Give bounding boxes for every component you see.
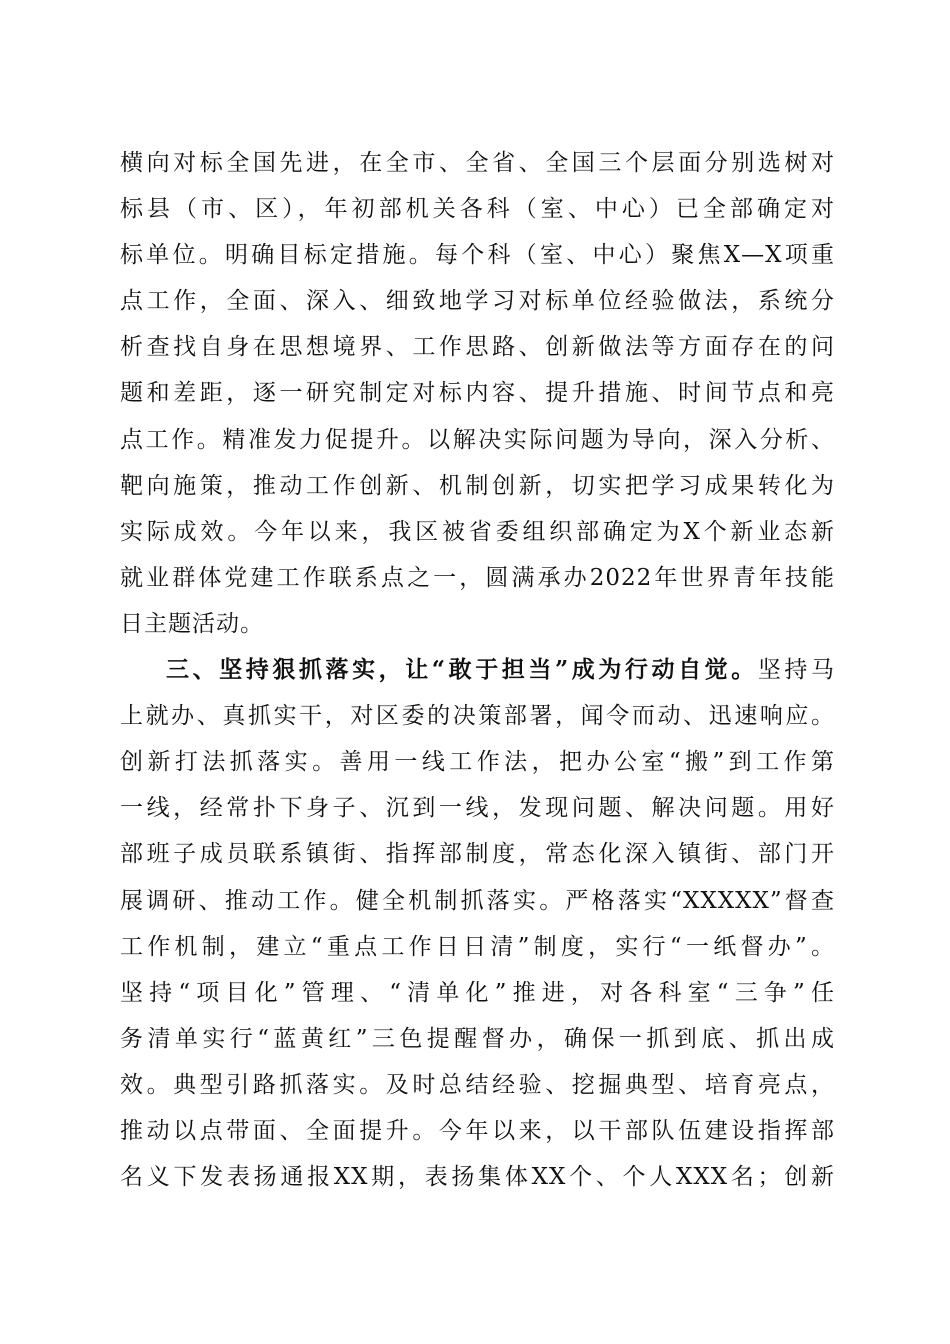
paragraph-1-line: 就业群体党建工作联系点之一，圆满承办2022年世界青年技能: [120, 564, 835, 591]
paragraph-1-line: 实际成效。今年以来，我区被省委组织部确定为X个新业态新: [120, 518, 835, 545]
paragraph-1-line: 日主题活动。: [120, 610, 264, 637]
paragraph-1-line: 横向对标全国先进，在全市、全省、全国三个层面分别选树对: [120, 150, 835, 176]
section-heading-continuation: 坚持马: [757, 657, 835, 684]
paragraph-2-line: 创新打法抓落实。善用一线工作法，把办公室“搬”到工作第: [120, 749, 835, 776]
paragraph-2-line: 一线，经常扑下身子、沉到一线，发现问题、解决问题。用好: [120, 795, 835, 822]
paragraph-1-line: 靶向施策，推动工作创新、机制创新，切实把学习成果转化为: [120, 472, 835, 499]
paragraph-1-line: 析查找自身在思想境界、工作思路、创新做法等方面存在的问: [120, 334, 835, 361]
paragraph-2-line: 名义下发表扬通报XX期，表扬集体XX个、个人XXX名；创新: [120, 1164, 835, 1191]
paragraph-2-line: 效。典型引路抓落实。及时总结经验、挖掘典型、培育亮点，: [120, 1071, 835, 1098]
paragraph-2-line: 务清单实行“蓝黄红”三色提醒督办，确保一抓到底、抓出成: [120, 1025, 835, 1052]
paragraph-2-line: 推动以点带面、全面提升。今年以来，以干部队伍建设指挥部: [120, 1117, 835, 1144]
paragraph-2-line: 工作机制，建立“重点工作日日清”制度，实行“一纸督办”。: [120, 933, 835, 960]
section-heading: 三、坚持狠抓落实，让“敢于担当”成为行动自觉。: [166, 656, 758, 684]
paragraph-1-line: 点工作，全面、深入、细致地学习对标单位经验做法，系统分: [120, 288, 835, 315]
paragraph-1: [120, 140, 835, 1200]
paragraph-2-line: 展调研、推动工作。健全机制抓落实。严格落实“XXXXX”督查: [120, 887, 835, 914]
paragraph-1-line: 点工作。精准发力促提升。以解决实际问题为导向，深入分析、: [120, 426, 835, 453]
paragraph-2-first-line: [120, 647, 835, 693]
paragraph-1-line: 标单位。明确目标定措施。每个科（室、中心）聚焦X—X项重: [120, 242, 835, 269]
paragraph-1-line: 标县（市、区），年初部机关各科（室、中心）已全部确定对: [120, 196, 835, 223]
paragraph-2-line: 部班子成员联系镇街、指挥部制度，常态化深入镇街、部门开: [120, 841, 835, 868]
paragraph-1-line: 题和差距，逐一研究制定对标内容、提升措施、时间节点和亮: [120, 380, 835, 407]
paragraph-2-line: 坚持“项目化”管理、“清单化”推进，对各科室“三争”任: [120, 979, 835, 1006]
paragraph-2-line: 上就办、真抓实干，对区委的决策部署，闻令而动、迅速响应。: [120, 703, 835, 730]
